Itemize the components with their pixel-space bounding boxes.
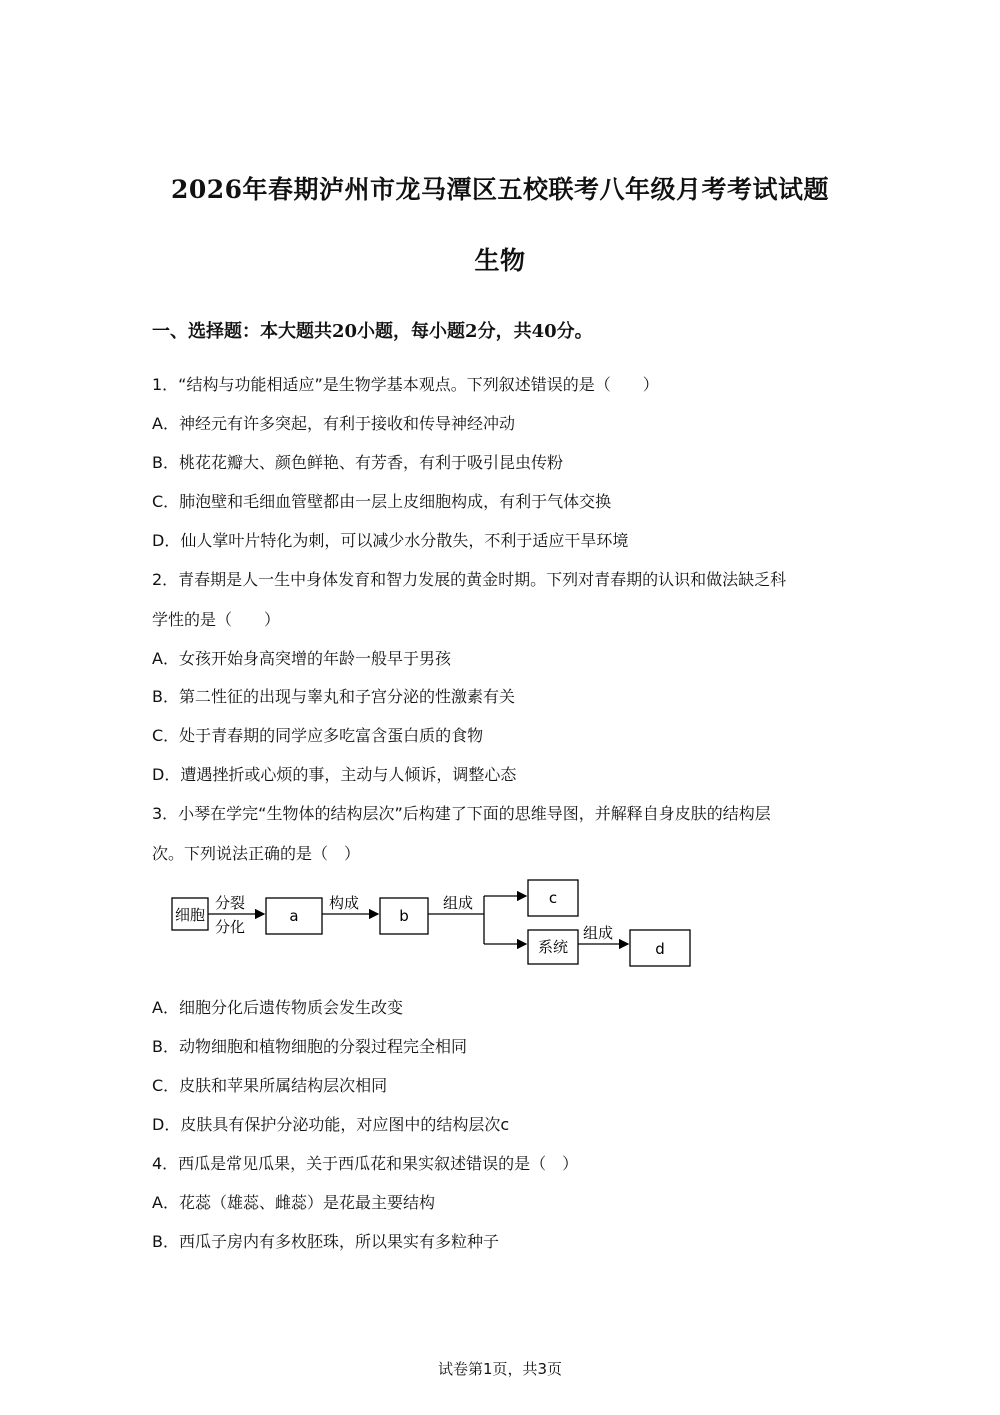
question-1-option-b: B．桃花花瓣大、颜色鲜艳、有芳香，有利于吸引昆虫传粉 [152, 453, 563, 472]
question-3-stem-line-2: 次。下列说法正确的是（ ） [152, 844, 361, 863]
question-1-option-d: D．仙人掌叶片特化为刺，可以减少水分散失，不利于适应干旱环境 [152, 531, 629, 550]
label-a: a [289, 907, 299, 925]
question-2-stem-line-1: 2．青春期是人一生中身体发育和智力发展的黄金时期。下列对青春期的认识和做法缺乏科 [152, 570, 787, 589]
label-system: 系统 [537, 938, 569, 956]
label-form-1: 构成 [328, 894, 360, 912]
label-d: d [655, 940, 665, 958]
question-2-option-c: C．处于青春期的同学应多吃富含蛋白质的食物 [152, 726, 484, 745]
question-2-option-b: B．第二性征的出现与睾丸和子宫分泌的性激素有关 [152, 687, 515, 706]
page-footer: 试卷第1页，共3页 [437, 1360, 563, 1378]
structure-level-diagram [168, 872, 698, 972]
label-form-2: 组成 [442, 894, 474, 912]
question-1-option-c: C．肺泡壁和毛细血管壁都由一层上皮细胞构成，有利于气体交换 [152, 492, 612, 511]
question-2-option-d: D．遭遇挫折或心烦的事，主动与人倾诉，调整心态 [152, 765, 517, 784]
question-3-stem-line-1: 3．小琴在学完“生物体的结构层次”后构建了下面的思维导图，并解释自身皮肤的结构层 [152, 804, 771, 823]
question-4-option-a: A．花蕊（雄蕊、雌蕊）是花最主要结构 [152, 1193, 435, 1212]
question-2-option-a: A．女孩开始身高突增的年龄一般早于男孩 [152, 649, 451, 668]
section-heading: 一、选择题：本大题共20小题，每小题2分，共40分。 [152, 321, 593, 342]
page-title: 2026年春期泸州市龙马潭区五校联考八年级月考考试试题 [170, 175, 830, 204]
question-3-option-b: B．动物细胞和植物细胞的分裂过程完全相同 [152, 1037, 467, 1056]
label-differentiate: 分化 [214, 918, 246, 936]
label-b: b [399, 907, 409, 925]
question-1-option-a: A．神经元有许多突起，有利于接收和传导神经冲动 [152, 414, 515, 433]
question-3-option-c: C．皮肤和苹果所属结构层次相同 [152, 1076, 388, 1095]
question-1-stem: 1．“结构与功能相适应”是生物学基本观点。下列叙述错误的是（ ） [152, 375, 659, 394]
question-4-option-b: B．西瓜子房内有多枚胚珠，所以果实有多粒种子 [152, 1232, 499, 1251]
subject-title: 生物 [474, 246, 526, 275]
question-2-stem-line-2: 学性的是（ ） [152, 610, 281, 629]
label-c: c [548, 889, 558, 907]
label-split: 分裂 [214, 894, 246, 912]
question-3-option-d: D．皮肤具有保护分泌功能，对应图中的结构层次c [152, 1115, 510, 1134]
label-form-3: 组成 [582, 924, 614, 942]
question-4-stem: 4．西瓜是常见瓜果，关于西瓜花和果实叙述错误的是（ ） [152, 1154, 579, 1173]
question-3-option-a: A．细胞分化后遗传物质会发生改变 [152, 998, 403, 1017]
label-cell: 细胞 [174, 906, 206, 924]
